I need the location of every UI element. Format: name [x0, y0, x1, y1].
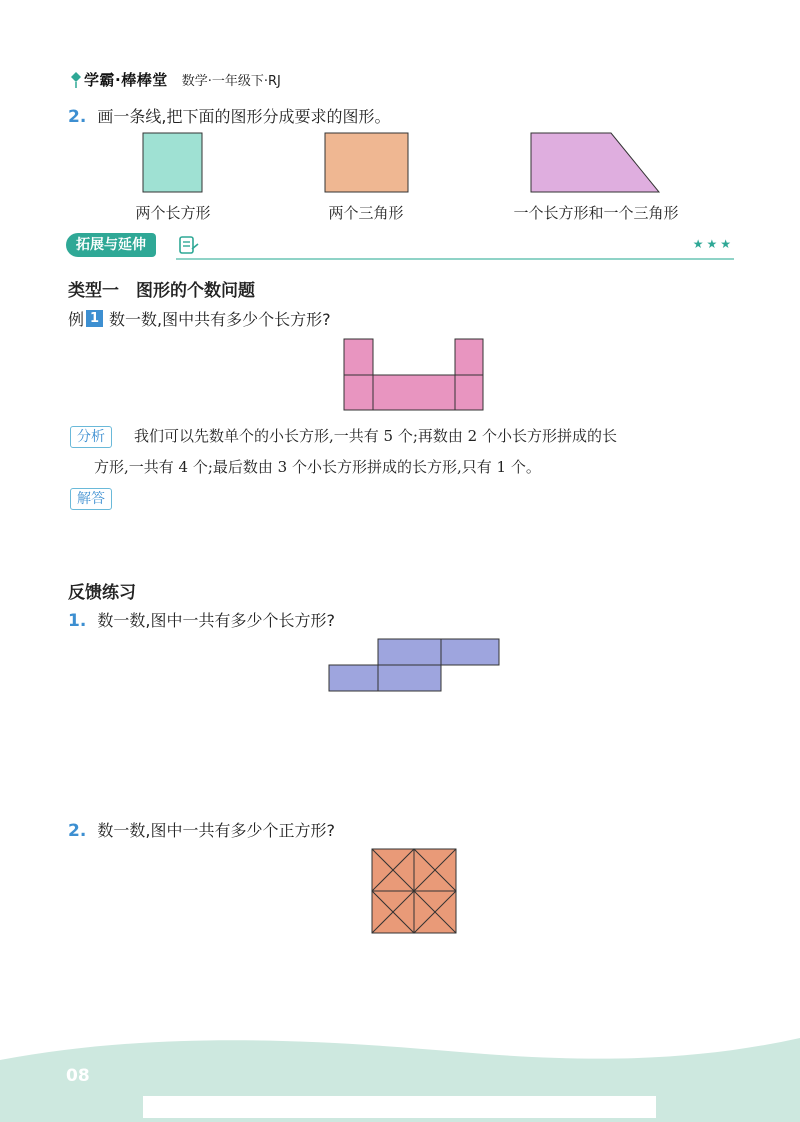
analysis-tag: 分析: [70, 426, 112, 448]
difficulty-stars: ★★★: [692, 237, 734, 251]
example-number-badge: 1: [86, 310, 103, 327]
question-text: 画一条线,把下面的图形分成要求的图形。: [97, 107, 391, 126]
feedback-title: 反馈练习: [68, 583, 136, 603]
analysis-line-1: 我们可以先数单个的小长方形,一共有 5 个;再数由 2 个小长方形拼成的长: [134, 427, 617, 445]
section-title: 拓展与延伸: [66, 233, 156, 257]
footer-wave: [0, 1030, 800, 1122]
question-number: 2.: [68, 821, 87, 841]
question-text: 数一数,图中一共有多少个正方形?: [97, 821, 335, 840]
label-two-rectangles: 两个长方形: [135, 204, 211, 222]
example-prefix: 例: [68, 310, 85, 329]
answer-tag: 解答: [70, 488, 112, 510]
example-text: 数一数,图中共有多少个长方形?: [109, 310, 331, 329]
label-rect-and-triangle: 一个长方形和一个三角形: [513, 204, 679, 222]
label-two-triangles: 两个三角形: [328, 204, 404, 222]
analysis-line-2: 方形,一共有 4 个;最后数由 3 个小长方形拼成的长方形,只有 1 个。: [94, 458, 541, 476]
question-text: 数一数,图中一共有多少个长方形?: [97, 611, 335, 630]
question-number: 1.: [68, 611, 87, 631]
brand-title: 学霸·棒棒堂: [84, 70, 168, 89]
question-number: 2.: [68, 107, 87, 127]
type-title: 类型一 图形的个数问题: [68, 281, 255, 301]
page-number: 08: [66, 1066, 90, 1086]
subject-title: 数学·一年级下·RJ: [181, 73, 281, 89]
